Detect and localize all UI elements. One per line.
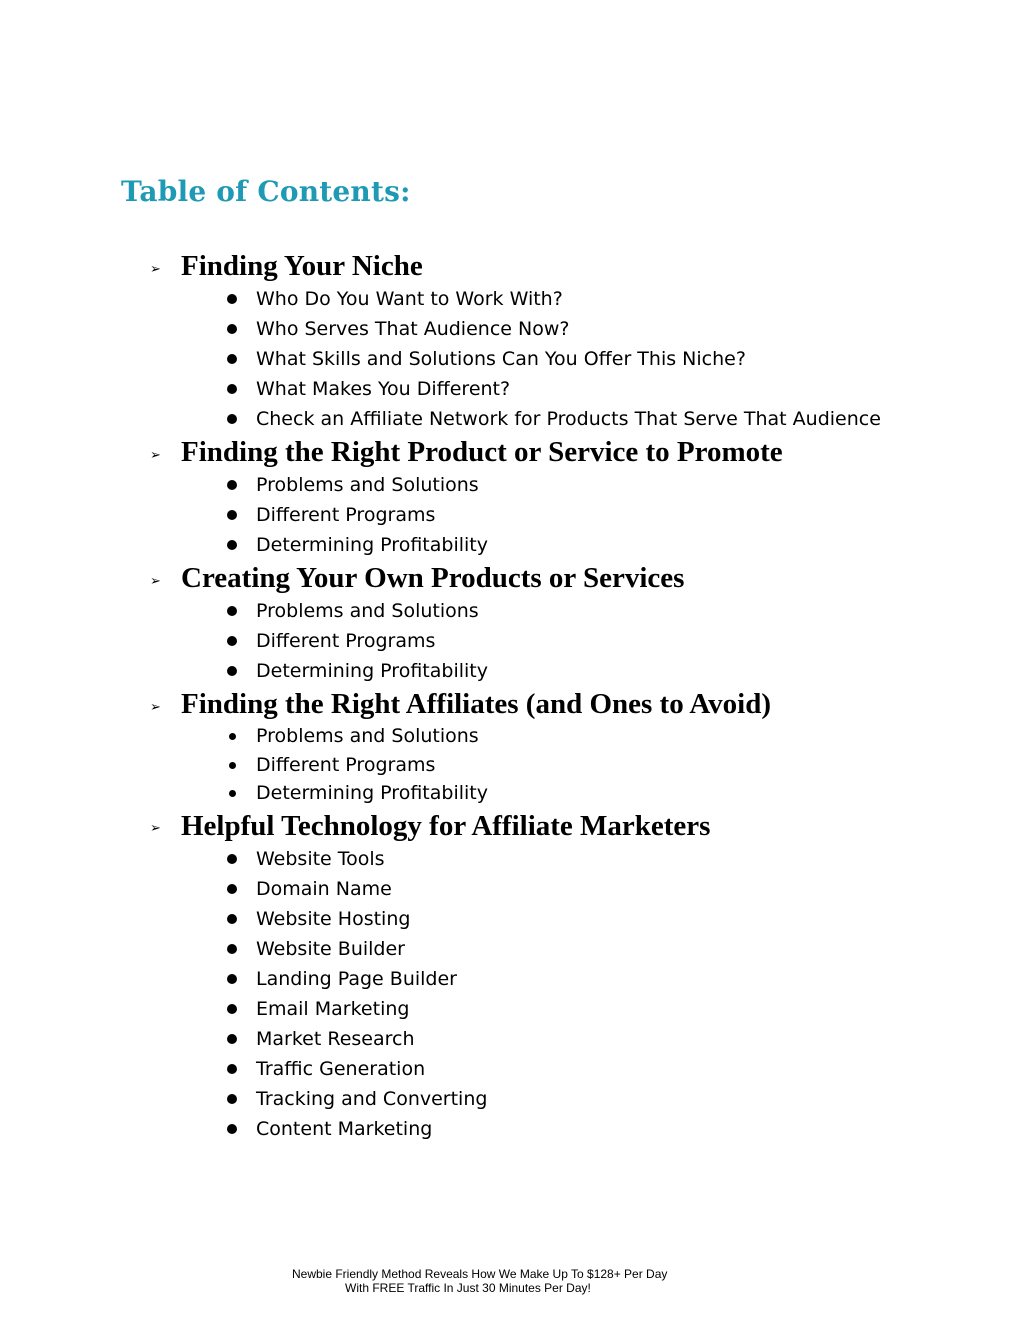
list-item xyxy=(150,934,1010,964)
list-item-label: Website Builder xyxy=(256,937,405,960)
list-item xyxy=(150,779,1010,808)
list-item-label: Traffic Generation xyxy=(256,1057,426,1080)
bullet-dot-icon xyxy=(227,1064,237,1074)
footer-line-2: With FREE Traffic In Just 30 Minutes Per Day! xyxy=(345,1281,591,1295)
list-item-label: Problems and Solutions xyxy=(256,474,479,496)
list-item xyxy=(150,656,1010,686)
list-item-label: Different Programs xyxy=(256,630,436,652)
list-item xyxy=(150,722,1010,751)
section-items xyxy=(150,596,1010,686)
list-item xyxy=(150,1024,1010,1054)
list-item-label: Determining Profitability xyxy=(256,782,488,804)
arrowhead-right-icon: ➢ xyxy=(150,261,161,277)
bullet-dot-icon xyxy=(229,790,236,797)
bullet-dot-icon xyxy=(227,1124,237,1134)
arrowhead-right-icon: ➢ xyxy=(150,821,161,836)
list-item-label: Content Marketing xyxy=(256,1117,433,1140)
section-heading xyxy=(150,808,1010,844)
section-title: Finding Your Niche xyxy=(181,250,423,282)
section-items xyxy=(150,844,1010,1144)
arrowhead-right-icon: ➢ xyxy=(150,447,161,463)
section-title: Creating Your Own Products or Services xyxy=(181,562,685,594)
section-heading xyxy=(150,434,1010,470)
bullet-dot-icon xyxy=(227,294,237,304)
list-item-label: Determining Profitability xyxy=(256,534,488,556)
bullet-dot-icon xyxy=(229,762,236,769)
list-item xyxy=(150,1084,1010,1114)
toc-section-finding-your-niche xyxy=(150,248,1010,434)
bullet-dot-icon xyxy=(229,733,236,740)
bullet-dot-icon xyxy=(227,666,237,676)
footer-line-1: Newbie Friendly Method Reveals How We Make Up To $128+ Per Day xyxy=(292,1267,668,1281)
bullet-dot-icon xyxy=(227,324,237,334)
bullet-dot-icon xyxy=(227,510,237,520)
bullet-dot-icon xyxy=(227,1004,237,1014)
bullet-dot-icon xyxy=(227,480,237,490)
list-item xyxy=(150,994,1010,1024)
toc-section-helpful-technology xyxy=(150,808,1010,1144)
list-item xyxy=(150,284,1010,314)
bullet-dot-icon xyxy=(227,354,237,364)
list-item-label: Tracking and Converting xyxy=(256,1087,488,1110)
list-item xyxy=(150,844,1010,874)
section-heading xyxy=(150,560,1010,596)
list-item xyxy=(150,530,1010,560)
section-items xyxy=(150,470,1010,560)
list-item-label: What Skills and Solutions Can You Offer This Niche? xyxy=(256,348,746,370)
bullet-dot-icon xyxy=(227,854,237,864)
bullet-dot-icon xyxy=(227,414,237,424)
list-item xyxy=(150,596,1010,626)
bullet-dot-icon xyxy=(227,944,237,954)
arrowhead-right-icon: ➢ xyxy=(150,573,161,589)
list-item xyxy=(150,314,1010,344)
arrowhead-right-icon: ➢ xyxy=(150,699,161,715)
list-item-label: Market Research xyxy=(256,1027,415,1050)
list-item-label: Determining Profitability xyxy=(256,660,488,682)
list-item xyxy=(150,904,1010,934)
list-item xyxy=(150,964,1010,994)
section-title: Helpful Technology for Affiliate Marketers xyxy=(181,809,711,842)
toc-section-own-products xyxy=(150,560,1010,686)
toc-section-right-product xyxy=(150,434,1010,560)
list-item xyxy=(150,626,1010,656)
section-heading xyxy=(150,248,1010,284)
list-item xyxy=(150,404,1010,434)
list-item-label: Problems and Solutions xyxy=(256,600,479,622)
list-item xyxy=(150,344,1010,374)
page-title: Table of Contents: xyxy=(121,175,411,208)
list-item-label: Different Programs xyxy=(256,504,436,526)
section-items xyxy=(150,284,1010,434)
bullet-dot-icon xyxy=(227,974,237,984)
list-item-label: Website Hosting xyxy=(256,907,411,930)
list-item xyxy=(150,1114,1010,1144)
list-item xyxy=(150,751,1010,780)
section-items xyxy=(150,722,1010,808)
bullet-dot-icon xyxy=(227,384,237,394)
toc-section-right-affiliates xyxy=(150,686,1010,808)
list-item-label: Who Serves That Audience Now? xyxy=(256,318,570,340)
bullet-dot-icon xyxy=(227,1034,237,1044)
list-item-label: What Makes You Different? xyxy=(256,378,511,400)
list-item xyxy=(150,374,1010,404)
bullet-dot-icon xyxy=(227,1094,237,1104)
bullet-dot-icon xyxy=(227,540,237,550)
list-item-label: Landing Page Builder xyxy=(256,967,457,990)
section-title: Finding the Right Affiliates (and Ones to Avoid) xyxy=(181,688,771,720)
list-item-label: Check an Affiliate Network for Products That Serve That Audience xyxy=(256,408,881,430)
list-item-label: Website Tools xyxy=(256,847,385,870)
list-item-label: Who Do You Want to Work With? xyxy=(256,288,563,310)
section-heading xyxy=(150,686,1010,722)
section-title: Finding the Right Product or Service to Promote xyxy=(181,436,783,468)
table-of-contents xyxy=(150,248,1010,1144)
list-item xyxy=(150,874,1010,904)
bullet-dot-icon xyxy=(227,914,237,924)
list-item-label: Domain Name xyxy=(256,877,392,900)
list-item-label: Problems and Solutions xyxy=(256,725,479,747)
list-item xyxy=(150,500,1010,530)
list-item xyxy=(150,1054,1010,1084)
list-item-label: Email Marketing xyxy=(256,997,410,1020)
bullet-dot-icon xyxy=(227,606,237,616)
list-item xyxy=(150,470,1010,500)
bullet-dot-icon xyxy=(227,636,237,646)
list-item-label: Different Programs xyxy=(256,753,436,776)
bullet-dot-icon xyxy=(227,884,237,894)
